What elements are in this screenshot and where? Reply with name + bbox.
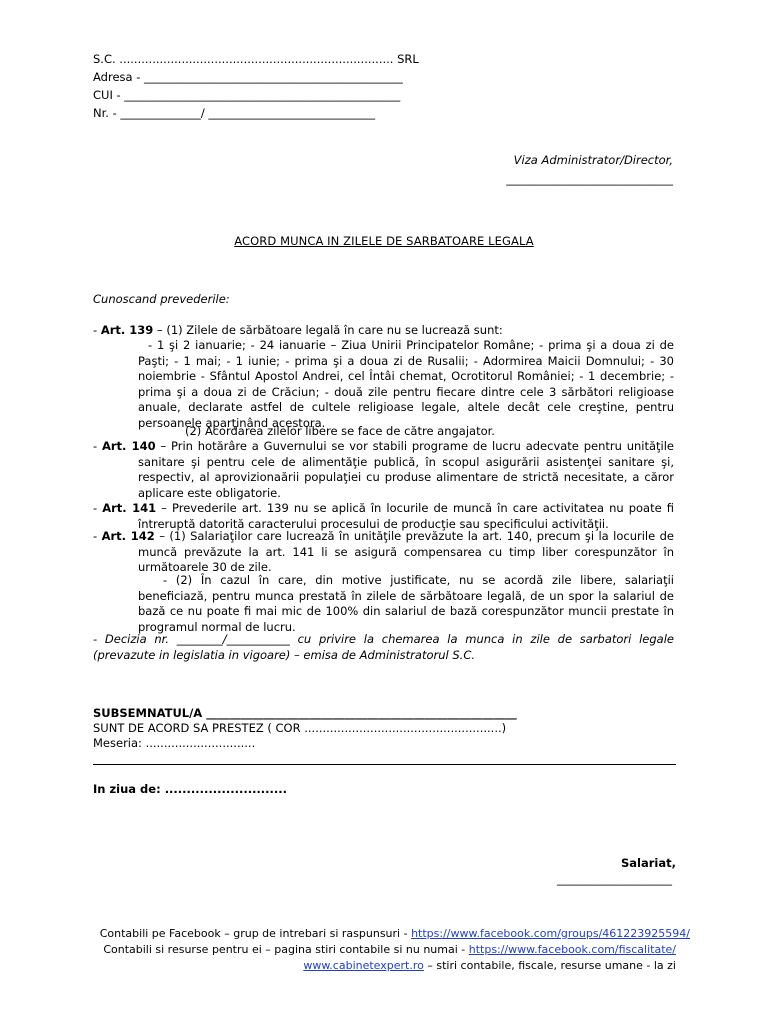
footer-line-1 <box>100 926 690 942</box>
art139-para2: (2) Acordarea zilelor libere se face de către angajator. <box>185 424 495 438</box>
cui-line: CUI - ________________________________________________ <box>93 88 401 102</box>
cabinetexpert-link[interactable]: www.cabinetexpert.ro <box>303 959 424 972</box>
art142-paragraph: - Art. 142 – (1) Salariaţilor care lucrează în unităţile prevăzute la art. 140, precum şi la locurile de muncă prevăzute la art. 141 li se asigură compensarea cu timp liber corespunzător în următoarele 30 de zile. <box>93 529 674 574</box>
footer-facebook-page-text: Contabili si resurse pentru ei – pagina stiri contabile si nu numai - <box>103 943 469 956</box>
art139-intro: – (1) Zilele de sărbătoare legală în care nu se lucrează sunt: <box>153 323 503 337</box>
document-title: ACORD MUNCA IN ZILELE DE SARBATOARE LEGALA <box>234 234 534 248</box>
art142-para2: - (2) În cazul în care, din motive justificate, nu se acordă zile libere, salariaţii beneficiază, pentru munca prestată în zilele de sărbătoare legală, de un spor la salariul de bază ce nu poate fi mai mic de 100% din salariul de bază corespunzător muncii prestate în programul normal de lucru. <box>138 573 674 634</box>
art140-text: – Prin hotărâre a Guvernului se vor stabili programe de lucru adecvate pentru unităţile sanitare şi pentru cele de alimentăţie publică, în scopul asigurării asistenţei sanitare şi, respectiv, al aprovizionaării populaţiei cu produse alimentare de strictă necesitate, a căror aplicare este obligatorie. <box>138 439 675 500</box>
art139-prefix: - <box>93 323 101 337</box>
acord-line: SUNT DE ACORD SA PRESTEZ ( COR ......................................................) <box>93 721 507 735</box>
art139-holiday-list: - 1 şi 2 ianuarie; - 24 ianuarie – Ziua Unirii Principatelor Române; - prima şi a doua zi de Paşti; - 1 mai; - 1 iunie; - prima şi a doua zi de Rusalii; - Adormirea Maicii Domnului; - 30 noiembrie - Sfântul Apostol Andrei, cel Întâi chemat, Ocrotitorul României; - 1 decembrie; - prima şi a doua zi de Crăciun; - două zile pentru fiecare dintre cele 3 sărbători religioase anuale, declarate astfel de cultele religioase legale, altele decât cele creştine, pentru persoanele aparţinând acestora. <box>138 338 674 430</box>
facebook-group-link[interactable]: https://www.facebook.com/groups/461223925594/ <box>411 927 690 940</box>
meseria-line: Meseria: .............................. <box>93 736 256 750</box>
art139-label: Art. 139 <box>100 323 154 337</box>
subsemnatul-line: SUBSEMNATUL/A ______________________________________________________ <box>93 706 517 720</box>
footer-site-text: – stiri contabile, fiscale, resurse umane - la zi <box>423 959 676 972</box>
art141-label: Art. 141 <box>102 501 157 515</box>
art141-paragraph: - Art. 141 – Prevederile art. 139 nu se aplică în locurile de muncă în care activitatea nu poate fi întreruptă datorită caracterului procesului de producţie sau specificului activităţii. <box>93 501 675 531</box>
art140-label: Art. 140 <box>101 439 156 453</box>
decizia-text: - Decizia nr. ________/___________ cu privire la chemarea la munca in zile de sarbatori legale (prevazute in legislatia in vigoare) – emisa de Administratorul S.C. <box>93 632 674 662</box>
footer-line-3 <box>303 958 676 974</box>
art141-text: – Prevederile art. 139 nu se aplică în locurile de muncă în care activitatea nu poate fi întreruptă datorită caracterului procesului de producţie sau specificului activităţii. <box>138 501 675 531</box>
intro-text: Cunoscand prevederile: <box>93 292 230 306</box>
address-line: Adresa - _____________________________________________ <box>93 70 403 84</box>
footer-line-2 <box>103 942 676 958</box>
ziua-line: In ziua de: ............................ <box>93 782 288 796</box>
facebook-page-link[interactable]: https://www.facebook.com/fiscalitate/ <box>468 943 676 956</box>
footer-facebook-group-text: Contabili pe Facebook – grup de intrebari si raspunsuri - <box>99 927 412 940</box>
salariat-signature-line: ____________________ <box>557 872 672 886</box>
art139-line <box>93 323 503 339</box>
viza-signature-line: _____________________________ <box>506 172 673 186</box>
art142-label: Art. 142 <box>101 529 155 543</box>
viza-label: Viza Administrator/Director, <box>513 153 673 167</box>
art140-paragraph: - Art. 140 – Prin hotărâre a Guvernului se vor stabili programe de lucru adecvate pentru unităţile sanitare şi pentru cele de alimentăţie publică, în scopul asigurării asistenţei sanitare şi, respectiv, al aprovizionaării populaţiei cu produse alimentare de strictă necesitate, a căror aplicare este obligatorie. <box>93 439 675 500</box>
company-line: S.C. ........................................................................... SRL <box>93 52 419 66</box>
nr-line: Nr. - ______________/ _____________________________ <box>93 106 376 120</box>
art142-text: – (1) Salariaţilor care lucrează în unităţile prevăzute la art. 140, precum şi la locurile de muncă prevăzute la art. 141 li se asigură compensarea cu timp liber corespunzător în următoarele 30 de zile. <box>138 529 674 574</box>
divider-line <box>93 764 676 765</box>
salariat-label: Salariat, <box>621 856 676 870</box>
